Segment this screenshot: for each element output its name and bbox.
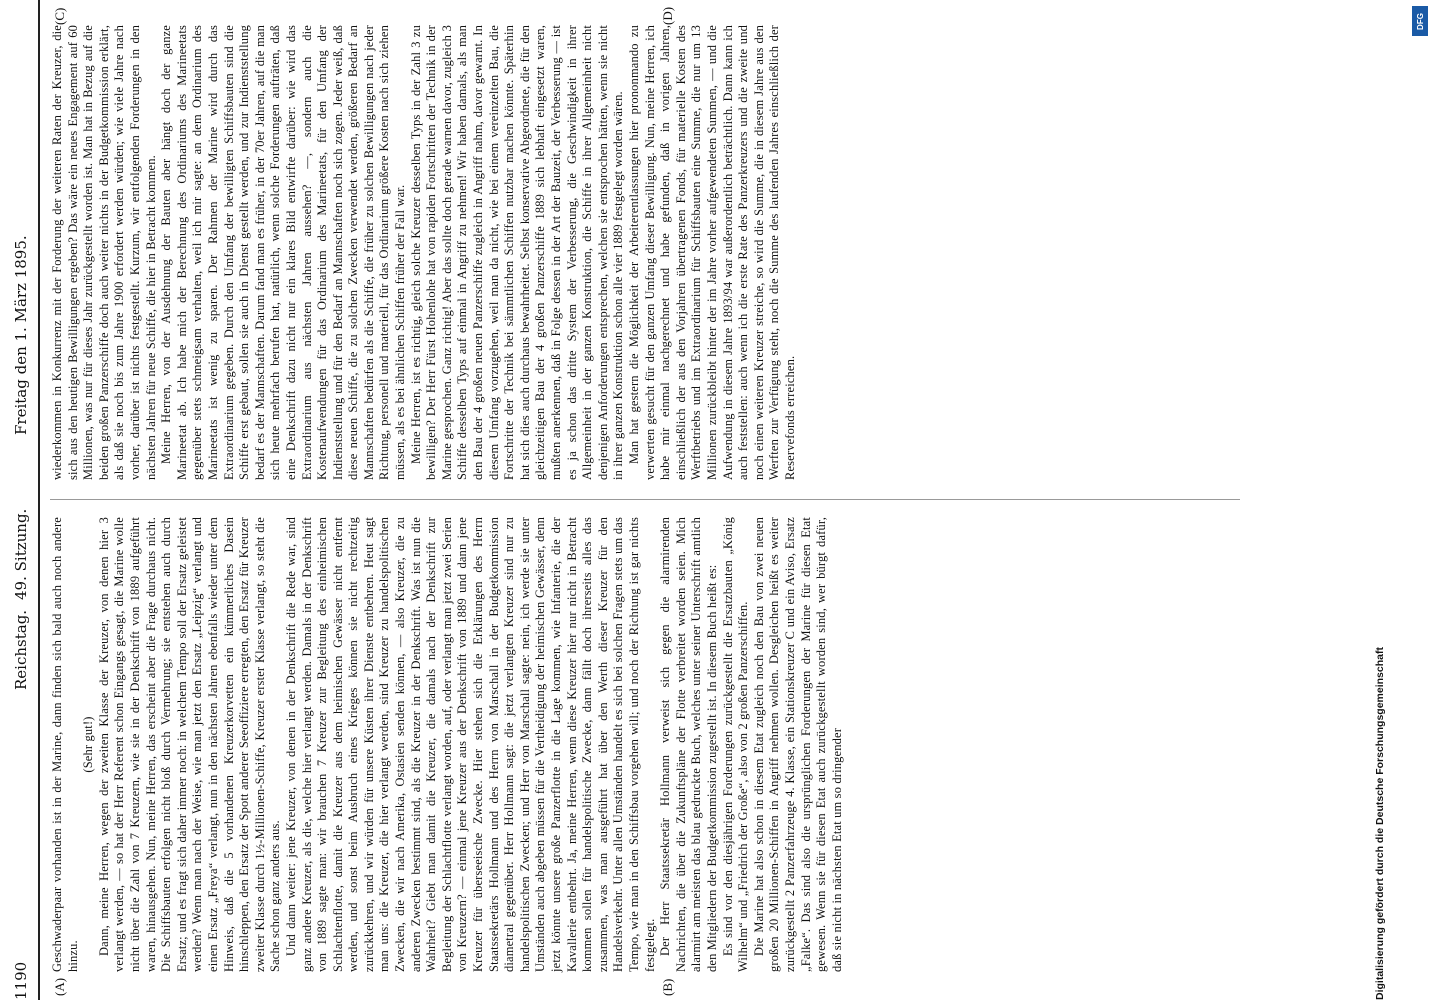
left-column (50, 517, 845, 972)
margin-marker-c: (C) (52, 7, 67, 25)
paragraph: wiederkommen in Konkurrenz mit der Forderung der weiteren Raten der Kreuzer, die sich aus den heutigen Bewilligungen ergeben? Das wäre ein neues Engagement auf 60 Millionen, was nur für dieses Jahr zurückgestellt worden ist. Man hat in Bezug auf die beiden großen Panzerschiffe doch auch weiter nichts in der Budgetkommission erklärt, als daß sie noch bis zum Jahre 1900 erfordert werden würden; wie viele Jahre nach vorher, darüber ist nichts festgestellt. Kurzum, wir entfolgenden Forderungen in den nächsten Jahren für neue Schiffe, die hier in Betracht kommen. (50, 25, 158, 480)
quotation: Es sind vor den diesjährigen Forderungen zurückgestellt die Ersatzbauten „König Wilhelm“ und „Friedrich der Große“, also von 2 großen Panzerschiffen. (720, 517, 751, 972)
paragraph: Meine Herren, ist es richtig, gleich solche Kreuzer desselben Typs in der Zahl 3 zu bewilligen? Der Herr Fürst Hohenlohe hat von rapiden Fortschritten der Technik in der Marine gesprochen. Ganz richtig! Aber das sollte doch gerade warnen davor, zugleich 3 Schiffe desselben Typs auf einmal in Angriff zu nehmen! Wir haben damals, als man den Bau der 4 großen neuen Panzerschiffe zugleich in Angriff nahm, davor gewarnt. In diesem Umfang vorzugehen, weil man da nicht, wie bei einem vereinzelten Bau, die Fortschritte der Technik bei sämmtlichen Schiffen nutzbar machen könnte. Späterhin hat sich dies auch durchaus bewahrheitet. Selbst konservative Abgeordnete, die für den gleichzeitigen Bau der 4 großen Panzerschiffe 1889 sich lebhaft eingesetzt waren, mußten anerkennen, daß in Folge dessen in der Art der Bauzeit, der Verbesserung — ist es ja schon das dritte System der Verbesserung, die Geschwindigkeit in ihrer Allgemeinheit in der ganzen Konstruktion, die Schiffe in ihrer Allgemeinheit nicht denjenigen Anforderungen entsprechen, welchen sie entsprochen hätten, wenn sie nicht in ihrer ganzen Konstruktion schon alle vier 1889 festgelegt worden wären. (408, 25, 626, 480)
header-institution: Reichstag. (12, 609, 30, 690)
paragraph: Man hat gestern die Möglichkeit der Arbeiterentlassungen hier prononmando zu verwerten gesucht für den ganzen Umfang dieser Bewilligung. Nun, meine Herren, ich habe mir einmal nachgerechnet und habe gefunden, daß in vorigen Jahren, einschließlich der aus den Vorjahren übertragenen Fonds, für materielle Kosten des Werftbetriebs und im Extraordinarium für Schiffsbauten eine Summe, die nur um 13 Millionen zurückbleibt hinter der im Jahre vorher aufgewendeten Summen, — und die Aufwendung in diesem Jahre 1893/94 war außerordentlich beträchtlich. Dann kann ich auch feststellen: auch wenn ich die erste Rate des Panzerkreuzers und die zweite und noch einen weiteren Kreuzer streiche, so wird die Summe, die in diesem Jahre aus den Werften zur Verfügung steht, noch die Summe des laufenden Jahres einschließlich der Reservefonds erreichen. (626, 25, 797, 480)
paragraph: Und dann weiter: jene Kreuzer, von denen in der Denkschrift die Rede war, sind ganz andere Kreuzer, als die, welche hier verlangt werden. Damals in der Denkschrift von 1889 sagte man: wir brauchen 7 Kreuzer zur Begleitung des einheimischen Schlachtenflotte, damit die Kreuzer aus dem heimischen Gewässer nicht entfernt werden, und sonst beim Ausbruch eines Krieges können sie nicht rechtzeitig zurückkehren, und wir würden für unsere Küsten ihrer Dienste entbehren. Heut sagt man uns: die Kreuzer, die hier verlangt werden, sind Kreuzer zu handelspolitischen Zwecken, die wir nach Amerika, Ostasien senden können, — also Kreuzer, die zu anderen Zwecken bestimmt sind, als die Kreuzer in der Denkschrift. Was ist nun die Wahrheit? Giebt man damit die Kreuzer, die damals nach der Denkschrift zur Begleitung der Schlachtflotte verlangt worden, auf, oder verlangt man jetzt zwei Serien von Kreuzern? — einmal jene Kreuzer aus der Denkschrift von 1889 und dann jene Kreuzer für überseeische Zwecke. Hier stehen sich die Erklärungen des Herrn Staatssekretärs Hollmann und des Herrn von Marschall in der Budgetkommission diametral gegenüber. Herr Hollmann sagt: die jetzt verlangten Kreuzer sind nur zu handelspolitischen Zwecken; und Herr von Marschall sagte: nein, ich werde sie unter Umständen auch abgeben müssen für die Vertheidigung der heimischen Gewässer, denn jetzt könnte unsere große Panzerflotte in die Lage kommen, wie Infanterie, die der Kavallerie entbehrt. Ja, meine Herren, wenn diese Kreuzer hier nur nicht in Betracht kommen sollen für handelspolitische Zwecke, dann fällt doch ihrerseits alles das zusammen, was man ausgeführt hat über den Werth dieser Kreuzer für den Handelsverkehr. Unter allen Umständen handelt es sich bei solchen Fragen stets um das Tempo, wie man in den Schiffsbau vorgehen will; und noch der Richtung ist gar nichts festgelegt. (283, 517, 657, 972)
column-divider (50, 499, 1240, 500)
paragraph: Dann, meine Herren, wegen der zweiten Klasse der Kreuzer, von denen hier 3 verlangt werden, — so hat der Herr Referent schon Eingangs gesagt, die Marine wolle nicht über die Zahl von 7 Kreuzern, wie sie in der Denkschrift von 1889 aufgeführt waren, hinausgehen. Nun, meine Herren, das erscheint aber die Frage durchaus nicht. Die Schiffsbauten erfolgen nicht bloß durch Vermehrung; sie entstehen auch durch Ersatz; und es fragt sich daher immer noch: in welchem Tempo soll der Ersatz geleistet werden? Wenn man nach der Weise, wie man jetzt den Ersatz „Leipzig“ verlangt und einen Ersatz „Freya“ verlangt, nun in den nächsten Jahren ebenfalls wieder unter dem Hinweis, daß die 5 vorhandenen Kreuzerkorvetten ein kümmerliches Dasein hinschleppen, den Ersatz der Spott anderer Seeoffiziere erregten, den Ersatz für Kreuzer zweiter Klasse durch 1½-Millionen-Schiffe, Kreuzer erster Klasse verlangt, so steht die Sache schon ganz anders aus. (96, 517, 283, 972)
paragraph: Geschwaderpaar vorhanden ist in der Marine, dann finden sich bald auch noch andere hinzu. (50, 517, 80, 972)
dfg-logo: DFG (1412, 6, 1428, 36)
interjection: (Sehr gut!) (81, 716, 96, 773)
margin-marker-a: (A) (52, 977, 67, 996)
margin-marker-b: (B) (660, 978, 675, 996)
header-session: 49. Sitzung. (12, 508, 30, 600)
funding-notice: Digitalisierung gefördert durch die Deutsche Forschungsgemeinschaft (1374, 647, 1386, 1000)
running-header (8, 0, 40, 1000)
header-date: Freitag den 1. März 1895. (12, 235, 30, 435)
paragraph: Die Marine hat also schon in diesem Etat zugleich noch den Bau von zwei neuen großen 20 Millionen-Schiffen in Angriff nehmen wollen. Desgleichen heißt es weiter zurückgestellt 2 Panzerfahrzeuge 4. Klasse, ein Stationskreuzer C und ein Aviso, Ersatz „Falke“. Das sind also die ursprünglichen Forderungen der Marine für diesen Etat gewesen. Wenn sie für diesen Etat auch zurückgestellt worden sind, wer bürgt dafür, daß sie nicht in nächsten Etat um so dringender (751, 517, 844, 972)
page-number: 1190 (12, 961, 30, 1000)
paragraph: Der Herr Staatssekretär Hollmann verweist sich gegen die alarmirenden Nachrichten, die über die Zukunftspläne der Flotte verbreitet worden seien. Mich alarmirt am meisten das blau gedruckte Buch, welches unter seiner Unterschrift amtlich den Mitgliedern der Budgetkommission zugestellt ist. In diesem Buch heißt es: (658, 517, 719, 972)
right-column (50, 25, 799, 480)
paragraph: Meine Herren, von der Ausdehnung der Bauten aber hängt doch der ganze Marineetat ab. Ich habe mich der Berechnung des Ordinariums des Marineetats gegenüber stets schmeigsam verhalten, weil ich mir sagte: an dem Ordinarium des Marineetats ist wenig zu sparen. Der Rahmen der Marine wird durch das Extraordinarium gegeben. Durch den Umfang der bewilligten Schiffsbauten sind die Schiffe erst gebaut, sollen sie auch in Dienst gestellt werden, und zur Indienststellung bedarf es der Mannschaften. Darum fand man es früher, in der 70er Jahren, auf die man sich heute mehrfach berufen hat, natürlich, wenn solche Forderungen aufträten, daß eine Denkschrift dazu nicht nur ein klares Bild entwirfte darüber: wie wird das Extraordinarium aus nächsten Jahren aussehen? —, sondern auch die Kostenaufwendungen für das Ordinarium des Marineetats, für den Umfang der Indienststellung und für den Bedarf an Mannschaften noch sich zogen. Jeder weiß, daß diese neuen Schiffe, die zu solchen Zwecken verwendet werden, größeren Bedarf an Mannschaften bedürfen als die Schiffe, die früher zu solchen Bewilligungen nach jeder Richtung, personell und materiell, für das Ordinarium größere Kosten nach sich ziehen müssen, als es bei ähnlichen Schiffen früher der Fall war. (159, 25, 408, 480)
margin-marker-d: (D) (660, 6, 675, 25)
